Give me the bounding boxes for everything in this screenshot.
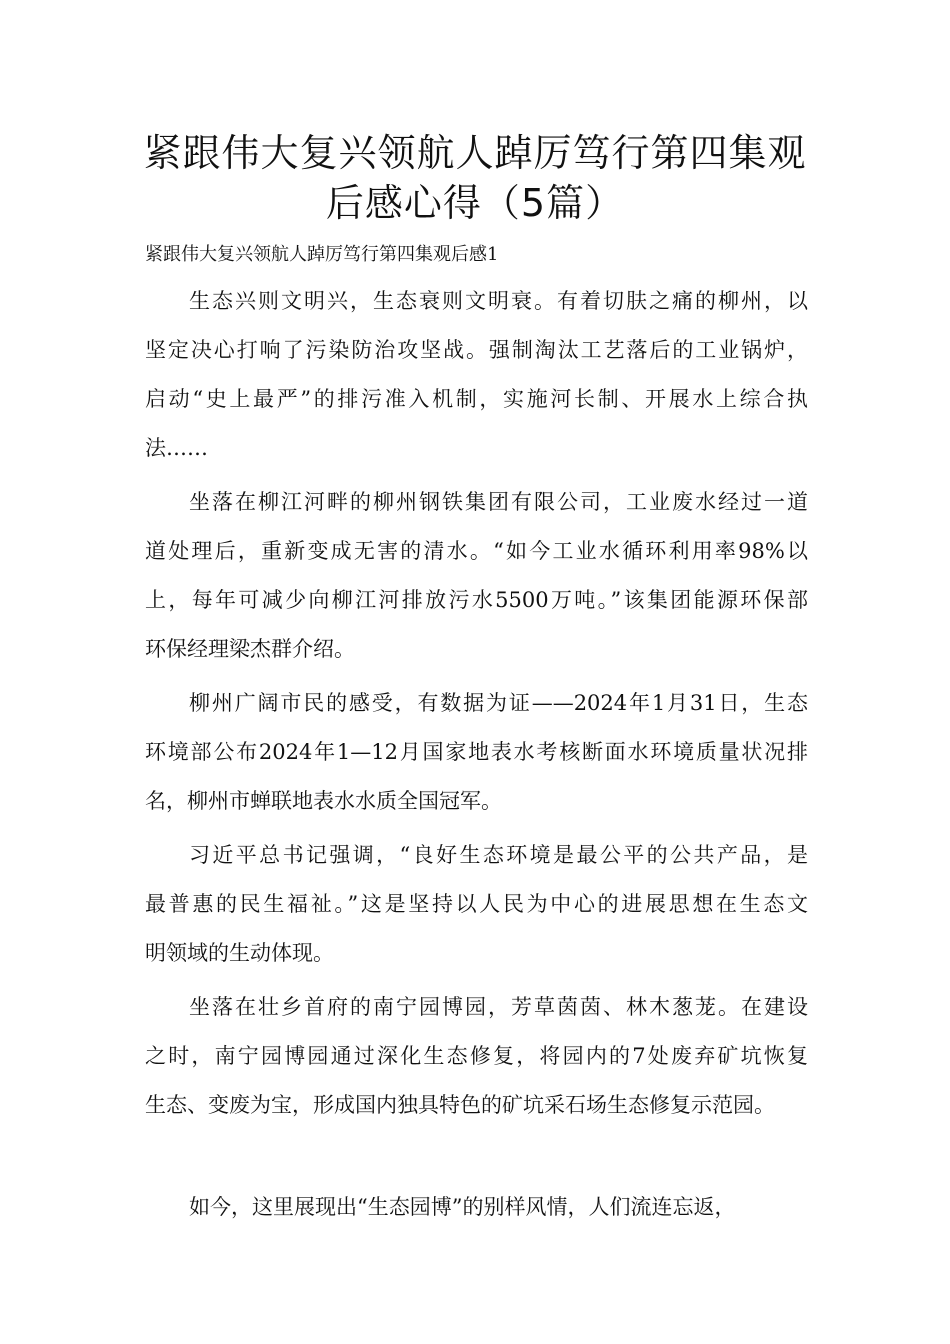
document-title xyxy=(100,128,850,228)
paragraph-line: 道处理后，重新变成无害的清水。“如今工业水循环利用率98%以 xyxy=(145,539,808,563)
paragraph-4 xyxy=(145,837,808,984)
paragraph-3 xyxy=(145,685,808,832)
title-line-2: 后感心得（5篇） xyxy=(325,181,625,225)
paragraph-line: 上，每年可减少向柳江河排放污水5500万吨。”该集团能源环保部 xyxy=(145,588,808,612)
paragraph-line: 最普惠的民生福祉。”这是坚持以人民为中心的进展思想在生态文 xyxy=(145,892,808,916)
paragraph-2 xyxy=(145,484,808,680)
paragraph-line: 生态兴则文明兴，生态衰则文明衰。有着切肤之痛的柳州，以 xyxy=(189,289,808,313)
paragraph-line: 坐落在壮乡首府的南宁园博园，芳草茵茵、林木葱茏。在建设 xyxy=(189,995,808,1019)
paragraph-1 xyxy=(145,283,808,479)
paragraph-line: 环境部公布2024年1—12月国家地表水考核断面水环境质量状况排 xyxy=(145,740,808,764)
document-body xyxy=(145,283,808,1243)
paragraph-spacer xyxy=(145,1141,808,1189)
document-subtitle: 紧跟伟大复兴领航人踔厉笃行第四集观后感1 xyxy=(145,244,499,265)
paragraph-line: 坐落在柳江河畔的柳州钢铁集团有限公司，工业废水经过一道 xyxy=(189,490,808,514)
paragraph-line: 明领域的生动体现。 xyxy=(145,941,334,965)
paragraph-5 xyxy=(145,989,808,1136)
paragraph-line: 环保经理梁杰群介绍。 xyxy=(145,637,355,661)
paragraph-6 xyxy=(145,1189,808,1238)
paragraph-line: 法…… xyxy=(145,436,208,460)
paragraph-line: 启动“史上最严”的排污准入机制，实施河长制、开展水上综合执 xyxy=(145,387,808,411)
paragraph-line: 柳州广阔市民的感受，有数据为证——2024年1月31日，生态 xyxy=(189,691,808,715)
paragraph-line: 习近平总书记强调，“良好生态环境是最公平的公共产品，是 xyxy=(189,843,808,867)
paragraph-line: 如今，这里展现出“生态园博”的别样风情，人们流连忘返， xyxy=(189,1195,736,1219)
paragraph-line: 生态、变废为宝，形成国内独具特色的矿坑采石场生态修复示范园。 xyxy=(145,1093,775,1117)
paragraph-line: 坚定决心打响了污染防治攻坚战。强制淘汰工艺落后的工业锅炉， xyxy=(145,338,808,362)
paragraph-line: 名，柳州市蝉联地表水水质全国冠军。 xyxy=(145,789,502,813)
title-line-1: 紧跟伟大复兴领航人踔厉笃行第四集观 xyxy=(143,131,807,175)
paragraph-line: 之时，南宁园博园通过深化生态修复，将园内的7处废弃矿坑恢复 xyxy=(145,1044,808,1068)
